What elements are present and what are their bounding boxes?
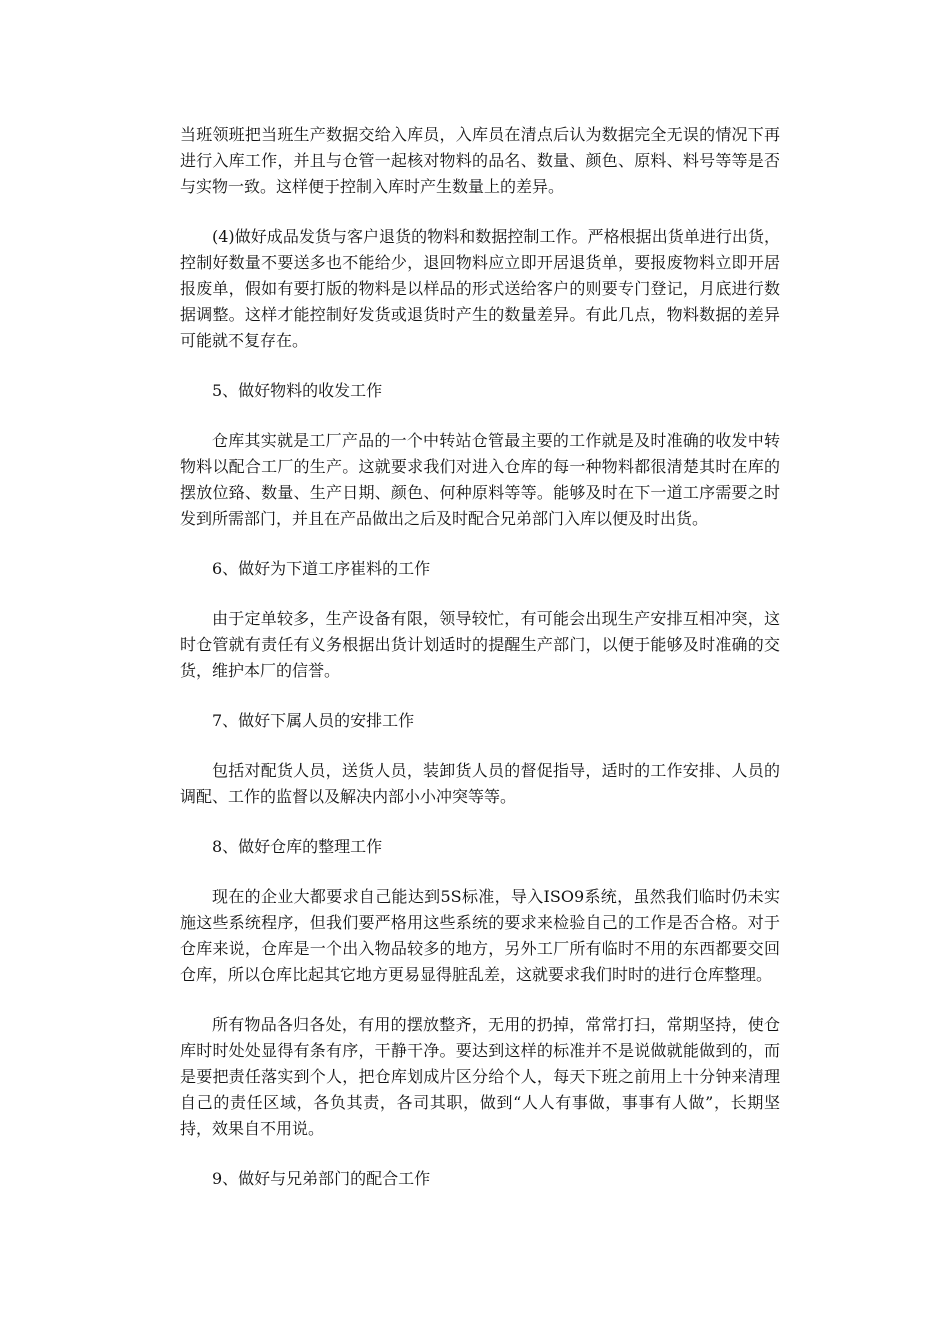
section-heading-8: 8、做好仓库的整理工作 bbox=[212, 837, 383, 856]
paragraph-gap bbox=[180, 988, 780, 1012]
paragraph-warehouse-order: 所有物品各归各处，有用的摆放整齐，无用的扔掉，常常打扫，常期坚持，使仓库时时处处显得有条有序，干静干净。要达到这样的标准并不是说做就能做到的，而是要把责任落实到个人，把仓库划成片区分给个人，每天下班之前用上十分钟来清理自己的责任区域，各负其责，各司其职，做到“人人有事做，事事有人做”，长期坚持，效果自不用说。 bbox=[180, 1015, 780, 1138]
paragraph-gap bbox=[180, 404, 780, 428]
paragraph-production-reminder: 由于定单较多，生产设备有限，领导较忙，有可能会出现生产安排互相冲突，这时仓管就有责任有义务根据出货计划适时的提醒生产部门，以便于能够及时准确的交货，维护本厂的信誉。 bbox=[180, 609, 780, 680]
section-heading-6: 6、做好为下道工序崔料的工作 bbox=[212, 559, 431, 578]
paragraph-gap bbox=[180, 1142, 780, 1166]
paragraph-gap bbox=[180, 810, 780, 834]
paragraph-gap bbox=[180, 354, 780, 378]
paragraph-receiving-issuing: 仓库其实就是工厂产品的一个中转站仓管最主要的工作就是及时准确的收发中转物料以配合工厂的生产。这就要求我们对进入仓库的每一种物料都很清楚其时在库的摆放位臵、数量、生产日期、颜色、何种原料等等。能够及时在下一道工序需要之时发到所需部门，并且在产品做出之后及时配合兄弟部门入库以便及时出货。 bbox=[180, 431, 780, 528]
paragraph-staff-arrangement: 包括对配货人员，送货人员，装卸货人员的督促指导，适时的工作安排、人员的调配、工作的监督以及解决内部小小冲突等等。 bbox=[180, 761, 780, 806]
paragraph-gap bbox=[180, 860, 780, 884]
paragraph-gap bbox=[180, 684, 780, 708]
document-body bbox=[180, 122, 780, 1192]
paragraph-gap bbox=[180, 734, 780, 758]
paragraph-warehouse-standards: 现在的企业大都要求自己能达到5S标准，导入ISO9系统，虽然我们临时仍未实施这些系统程序，但我们要严格用这些系统的要求来检验自己的工作是否合格。对于仓库来说，仓库是一个出入物品较多的地方，另外工厂所有临时不用的东西都要交回仓库，所以仓库比起其它地方更易显得脏乱差，这就要求我们时时的进行仓库整理。 bbox=[180, 887, 780, 984]
paragraph-shipping-returns: (4)做好成品发货与客户退货的物料和数据控制工作。严格根据出货单进行出货，控制好数量不要送多也不能给少，退回物料应立即开居退货单，要报废物料立即开居报废单，假如有要打版的物料是以样品的形式送给客户的则要专门登记，月底进行数据调整。这样才能控制好发货或退货时产生的数量差异。有此几点，物料数据的差异可能就不复存在。 bbox=[180, 227, 780, 350]
paragraph-gap bbox=[180, 532, 780, 556]
section-heading-7: 7、做好下属人员的安排工作 bbox=[212, 711, 415, 730]
section-heading-9: 9、做好与兄弟部门的配合工作 bbox=[212, 1169, 431, 1188]
paragraph-gap bbox=[180, 200, 780, 224]
paragraph-gap bbox=[180, 582, 780, 606]
paragraph-warehousing-check: 当班领班把当班生产数据交给入库员，入库员在清点后认为数据完全无误的情况下再进行入库工作，并且与仓管一起核对物料的品名、数量、颜色、原料、料号等等是否与实物一致。这样便于控制入库时产生数量上的差异。 bbox=[180, 125, 780, 196]
section-heading-5: 5、做好物料的收发工作 bbox=[212, 381, 383, 400]
